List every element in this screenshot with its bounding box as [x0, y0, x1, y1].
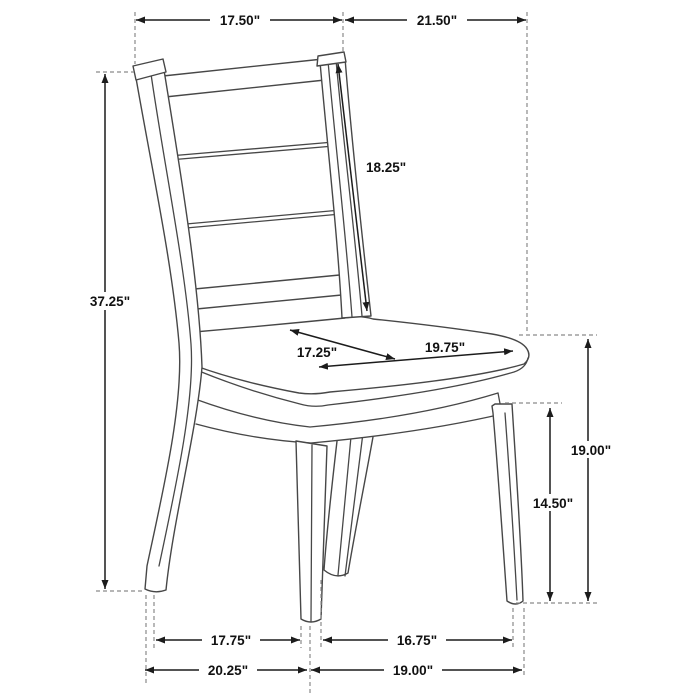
dimension-label: 37.25"	[89, 294, 131, 309]
dimension-label: 19.00"	[570, 443, 612, 458]
dimension-leg-side-outer	[145, 662, 307, 679]
dimension-label: 20.25"	[207, 663, 249, 678]
dimension-label: 19.75"	[424, 340, 466, 355]
dimension-top-front-depth	[345, 11, 526, 29]
front-right-leg	[492, 404, 523, 604]
dimension-leg-front-inner	[323, 632, 512, 649]
dimension-leg-front-outer	[311, 662, 522, 679]
dimension-leg-side-inner	[156, 632, 300, 649]
dimension-label: 21.50"	[416, 13, 458, 28]
chair-drawing	[133, 52, 529, 622]
dimension-label: 17.75"	[210, 633, 252, 648]
dimension-floor-to-apron	[524, 408, 582, 601]
dimension-label: 17.25"	[296, 345, 338, 360]
dimension-seat-height	[562, 339, 620, 601]
dimension-label: 14.50"	[532, 496, 574, 511]
dimension-top-back-depth	[136, 11, 342, 29]
dimension-label: 16.75"	[396, 633, 438, 648]
dimension-overall-height	[82, 74, 139, 589]
dimension-label: 19.00"	[392, 663, 434, 678]
dimension-label: 17.50"	[219, 13, 261, 28]
dimension-label: 18.25"	[366, 160, 407, 175]
